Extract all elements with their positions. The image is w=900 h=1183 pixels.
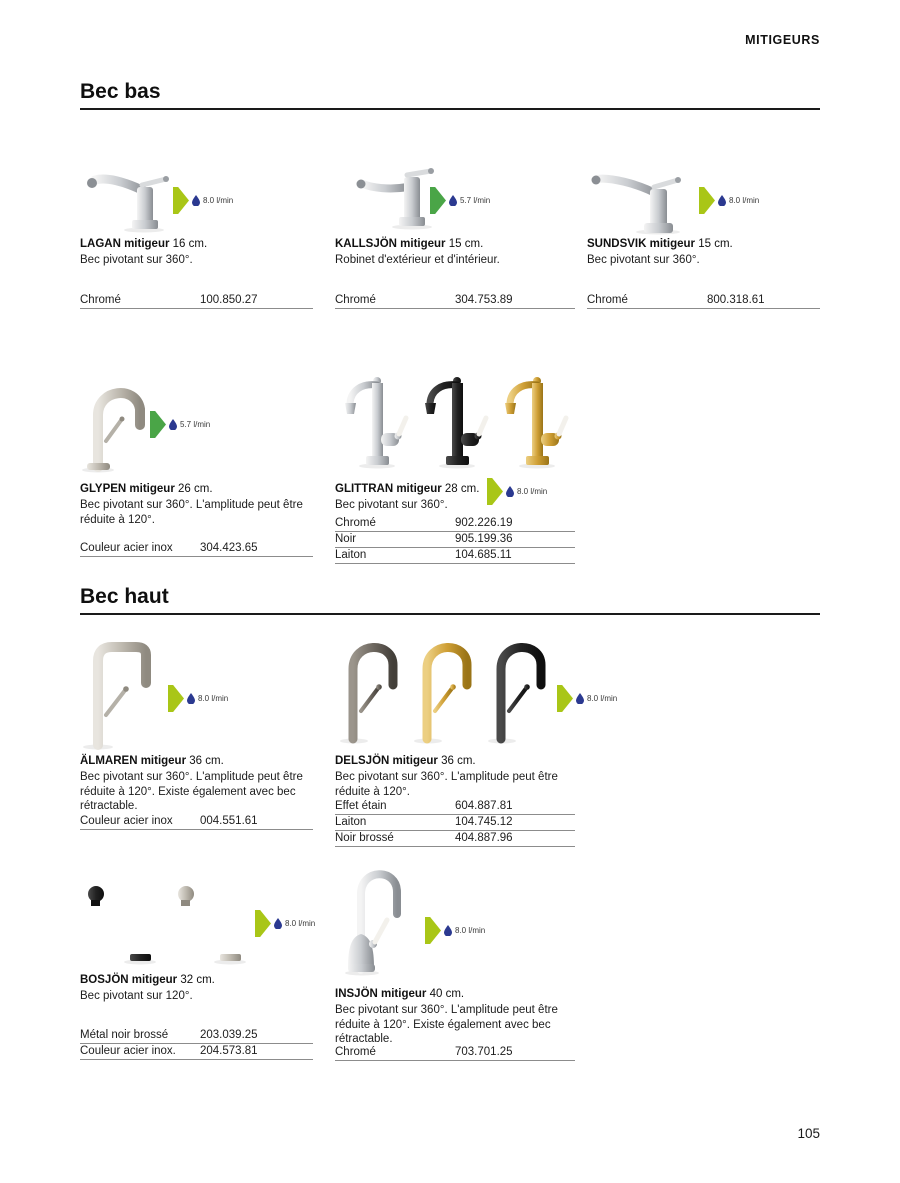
flow-arrow-icon <box>699 187 715 214</box>
faucet-image-bosjon-inox <box>170 862 252 966</box>
variant-row <box>587 293 820 309</box>
flow-arrow-icon <box>173 187 189 214</box>
page-number: 105 <box>797 1126 820 1141</box>
variant-row <box>80 1044 313 1060</box>
variant-row <box>80 541 313 557</box>
flow-rate-label: 8.0 l/min <box>285 919 316 928</box>
product-sundsvik <box>587 165 820 325</box>
finish-label: Laiton <box>335 548 455 564</box>
finish-label: Chromé <box>587 293 707 309</box>
article-number: 304.423.65 <box>200 541 313 557</box>
product-delsjon <box>335 633 618 844</box>
flow-rate-label: 8.0 l/min <box>517 487 548 496</box>
flow-badge <box>557 685 617 712</box>
water-drop-icon <box>169 419 177 430</box>
finish-label: Métal noir brossé <box>80 1028 200 1044</box>
variant-table <box>587 293 820 309</box>
product-name: LAGAN mitigeur 16 cm. <box>80 238 208 250</box>
product-almaren <box>80 633 313 833</box>
product-glittran <box>335 373 575 563</box>
flow-rate-label: 8.0 l/min <box>198 694 229 703</box>
product-lagan <box>80 165 313 325</box>
variant-row <box>335 799 575 815</box>
flow-badge <box>150 411 210 438</box>
finish-label: Couleur acier inox. <box>80 1044 200 1060</box>
faucet-image-sundsvik-chrome <box>587 165 692 235</box>
article-number: 203.039.25 <box>200 1028 313 1044</box>
flow-rate-label: 8.0 l/min <box>587 694 618 703</box>
variant-table <box>335 799 575 847</box>
finish-label: Chromé <box>335 516 455 532</box>
water-drop-icon <box>187 693 195 704</box>
product-description: Bec pivotant sur 360°. <box>587 254 700 266</box>
variant-row <box>335 1045 575 1061</box>
faucet-image-lagan-chrome <box>80 165 175 233</box>
variant-table <box>335 516 575 564</box>
article-number: 703.701.25 <box>455 1045 575 1061</box>
flow-badge <box>430 187 490 214</box>
finish-label: Couleur acier inox <box>80 541 200 557</box>
variant-row <box>80 1028 313 1044</box>
flow-arrow-icon <box>168 685 184 712</box>
section-title-bec-bas: Bec bas <box>80 80 161 103</box>
product-name: DELSJÖN mitigeur 36 cm. <box>335 755 476 767</box>
product-glypen <box>80 373 313 563</box>
variant-row <box>335 516 575 532</box>
variant-table <box>80 814 313 830</box>
product-name: ÄLMAREN mitigeur 36 cm. <box>80 755 224 767</box>
article-number: 100.850.27 <box>200 293 313 309</box>
product-description: Bec pivotant sur 360°. L'amplitude peut être réduite à 120°. <box>335 771 558 798</box>
faucet-image-glittran-black <box>417 373 495 481</box>
article-number: 004.551.61 <box>200 814 313 830</box>
faucet-image-delsjon-pewter <box>335 633 407 745</box>
product-bosjon <box>80 862 316 1062</box>
article-number: 905.199.36 <box>455 532 575 548</box>
variant-row <box>80 814 313 830</box>
variant-row <box>335 548 575 564</box>
product-name: GLITTRAN mitigeur 28 cm. <box>335 483 480 495</box>
variant-table <box>80 541 313 557</box>
faucet-image-glittran-chrome <box>337 373 415 481</box>
flow-badge <box>487 478 547 505</box>
variant-row <box>335 815 575 831</box>
faucet-image-insjon-chrome <box>335 862 435 977</box>
variant-row <box>335 293 575 309</box>
flow-rate-label: 8.0 l/min <box>203 196 234 205</box>
product-image-row <box>335 633 555 745</box>
flow-badge <box>425 917 485 944</box>
product-description: Bec pivotant sur 360°. L'amplitude peut être réduite à 120°. Existe également avec bec rétractable. <box>80 771 303 812</box>
faucet-image-almaren-inox <box>80 633 160 751</box>
finish-label: Chromé <box>80 293 200 309</box>
faucet-image-bosjon-black <box>80 862 162 966</box>
flow-arrow-icon <box>487 478 503 505</box>
flow-rate-label: 5.7 l/min <box>460 196 491 205</box>
article-number: 404.887.96 <box>455 831 575 847</box>
product-image-row <box>335 862 435 977</box>
article-number: 104.685.11 <box>455 548 575 564</box>
flow-rate-label: 8.0 l/min <box>729 196 760 205</box>
flow-badge <box>173 187 233 214</box>
product-image-row <box>80 633 160 751</box>
product-kallsjon <box>335 165 575 325</box>
variant-table <box>80 1028 313 1060</box>
water-drop-icon <box>718 195 726 206</box>
product-description: Bec pivotant sur 120°. <box>80 990 193 1002</box>
finish-label: Laiton <box>335 815 455 831</box>
water-drop-icon <box>449 195 457 206</box>
section-rule <box>80 613 820 615</box>
product-name: GLYPEN mitigeur 26 cm. <box>80 483 213 495</box>
product-image-row <box>80 165 175 233</box>
water-drop-icon <box>274 918 282 929</box>
faucet-image-delsjon-brass <box>409 633 481 745</box>
flow-arrow-icon <box>150 411 166 438</box>
product-name: INSJÖN mitigeur 40 cm. <box>335 988 465 1000</box>
flow-arrow-icon <box>557 685 573 712</box>
section-rule <box>80 108 820 110</box>
article-number: 800.318.61 <box>707 293 820 309</box>
flow-rate-label: 5.7 l/min <box>180 420 211 429</box>
product-image-row <box>587 165 692 235</box>
finish-label: Noir <box>335 532 455 548</box>
article-number: 304.753.89 <box>455 293 575 309</box>
flow-arrow-icon <box>255 910 271 937</box>
flow-arrow-icon <box>430 187 446 214</box>
variant-row <box>335 532 575 548</box>
product-name: BOSJÖN mitigeur 32 cm. <box>80 974 215 986</box>
flow-badge <box>699 187 759 214</box>
faucet-image-delsjon-black <box>483 633 555 745</box>
product-image-row <box>337 373 575 481</box>
finish-label: Effet étain <box>335 799 455 815</box>
water-drop-icon <box>192 195 200 206</box>
finish-label: Couleur acier inox <box>80 814 200 830</box>
water-drop-icon <box>444 925 452 936</box>
product-description: Bec pivotant sur 360°. <box>335 499 448 511</box>
water-drop-icon <box>506 486 514 497</box>
flow-badge <box>168 685 228 712</box>
variant-table <box>335 1045 575 1061</box>
product-description: Robinet d'extérieur et d'intérieur. <box>335 254 500 266</box>
product-insjon <box>335 862 575 1072</box>
flow-badge <box>255 910 315 937</box>
flow-rate-label: 8.0 l/min <box>455 926 486 935</box>
section-title-bec-haut: Bec haut <box>80 585 169 608</box>
variant-table <box>80 293 313 309</box>
finish-label: Noir brossé <box>335 831 455 847</box>
product-description: Bec pivotant sur 360°. L'amplitude peut être réduite à 120°. <box>80 499 303 526</box>
variant-row <box>80 293 313 309</box>
article-number: 604.887.81 <box>455 799 575 815</box>
flow-arrow-icon <box>425 917 441 944</box>
product-description: Bec pivotant sur 360°. <box>80 254 193 266</box>
product-name: KALLSJÖN mitigeur 15 cm. <box>335 238 484 250</box>
finish-label: Chromé <box>335 1045 455 1061</box>
article-number: 204.573.81 <box>200 1044 313 1060</box>
product-description: Bec pivotant sur 360°. L'amplitude peut être réduite à 120°. Existe également avec bec rétractable. <box>335 1004 558 1045</box>
variant-row <box>335 831 575 847</box>
article-number: 902.226.19 <box>455 516 575 532</box>
finish-label: Chromé <box>335 293 455 309</box>
variant-table <box>335 293 575 309</box>
water-drop-icon <box>576 693 584 704</box>
page-header: MITIGEURS <box>745 33 820 47</box>
product-image-row <box>80 862 252 966</box>
product-name: SUNDSVIK mitigeur 15 cm. <box>587 238 733 250</box>
faucet-image-glittran-brass <box>497 373 575 481</box>
article-number: 104.745.12 <box>455 815 575 831</box>
